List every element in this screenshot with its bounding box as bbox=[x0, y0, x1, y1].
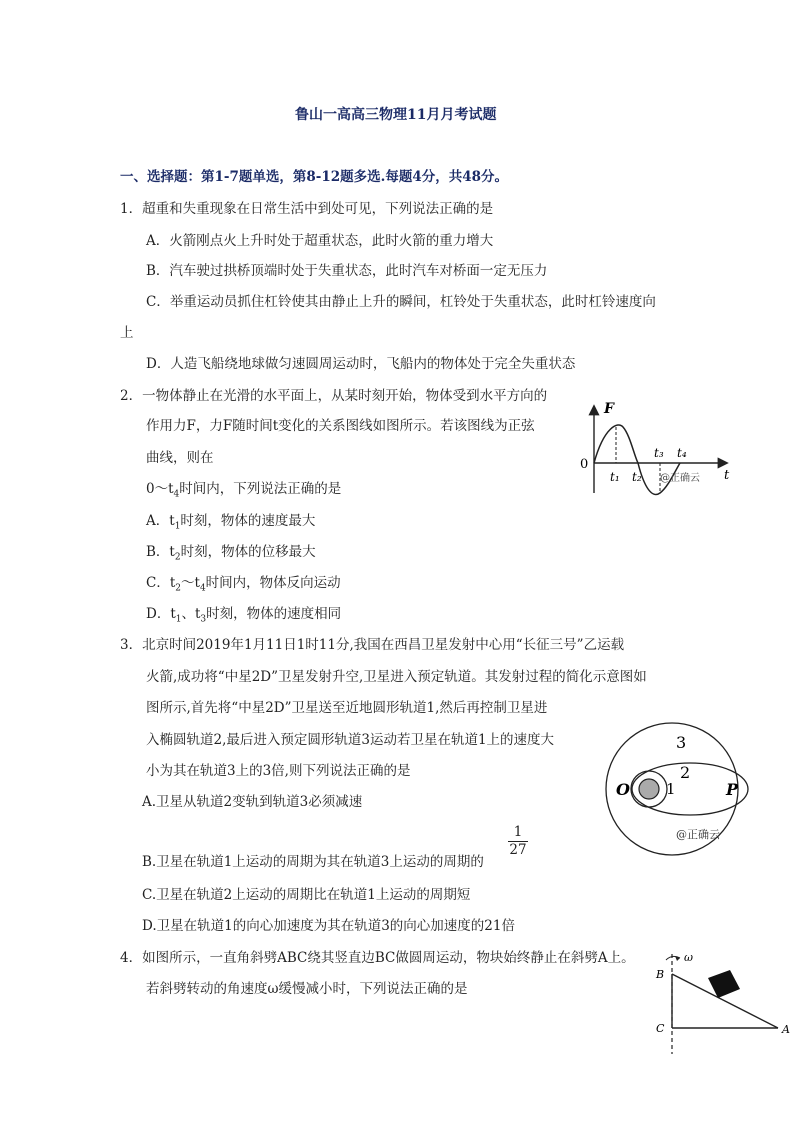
t2-label: t₂ bbox=[632, 470, 642, 484]
option-c: C．举重运动员抓住杠铃使其由静止上升的瞬间，杠铃处于失重状态，此时杠铃速度向 bbox=[146, 294, 656, 310]
option-d: D.卫星在轨道1的向心加速度为其在轨道3的向心加速度的21倍 bbox=[142, 918, 515, 934]
omega-label: ω bbox=[684, 951, 693, 964]
section-heading: 一、选择题：第1-7题单选，第8-12题多选.每题4分，共48分。 bbox=[120, 169, 509, 185]
question-stem-line: 小为其在轨道3上的3倍,则下列说法正确的是 bbox=[146, 763, 411, 779]
option-b: B．$t_2$时刻，物体的位移最大 bbox=[146, 544, 316, 563]
question-stem-line: 曲线，则在 bbox=[146, 450, 214, 466]
question-stem-line: 入椭圆轨道2,最后进入预定圆形轨道3运动若卫星在轨道1上的速度大 bbox=[146, 732, 555, 748]
t3-label: t₃ bbox=[654, 446, 664, 460]
question-stem: 2．一物体静止在光滑的水平面上，从某时刻开始，物体受到水平方向的 bbox=[120, 388, 548, 404]
f-axis-label: F bbox=[604, 401, 614, 417]
fraction bbox=[508, 824, 528, 858]
option-a: A.卫星从轨道2变轨到轨道3必须减速 bbox=[142, 794, 363, 810]
watermark: @正确云 bbox=[676, 828, 720, 841]
orbit-2-label: 2 bbox=[680, 763, 691, 782]
option-b: B.卫星在轨道1上运动的周期为其在轨道3上运动的周期的 bbox=[142, 854, 484, 870]
question-stem: 1．超重和失重现象在日常生活中到处可见，下列说法正确的是 bbox=[120, 201, 494, 217]
origin-label: 0 bbox=[580, 457, 589, 472]
option-c: C．$t_2\sim t_4$时间内，物体反向运动 bbox=[146, 575, 341, 594]
force-time-graph bbox=[576, 395, 736, 505]
question-stem-line: 若斜劈转动的角速度ω缓慢减小时，下列说法正确的是 bbox=[146, 981, 468, 997]
option-d: D．人造飞船绕地球做匀速圆周运动时，飞船内的物体处于完全失重状态 bbox=[146, 356, 576, 372]
option-a: A．火箭刚点火上升时处于超重状态，此时火箭的重力增大 bbox=[146, 233, 494, 249]
watermark: @正确云 bbox=[660, 473, 700, 484]
point-o-label: O bbox=[616, 780, 630, 799]
question-stem-line: 作用力F，力F随时间t变化的关系图线如图所示。若该图线为正弦 bbox=[146, 418, 535, 434]
t-axis-label: t bbox=[724, 468, 730, 483]
point-b-label: B bbox=[656, 968, 665, 981]
option-a: A．$t_1$时刻，物体的速度最大 bbox=[146, 513, 316, 532]
orbit-1-label: 1 bbox=[666, 780, 676, 798]
orbit-3-label: 3 bbox=[676, 733, 687, 752]
point-c-label: C bbox=[656, 1022, 665, 1035]
block bbox=[708, 970, 740, 998]
option-c: C.卫星在轨道2上运动的周期比在轨道1上运动的周期短 bbox=[142, 887, 471, 903]
earth bbox=[639, 779, 659, 799]
t4-label: t₄ bbox=[677, 446, 687, 460]
question-stem-line: 图所示,首先将“中星2D”卫星送至近地圆形轨道1,然后再控制卫星进 bbox=[146, 700, 548, 716]
option-c-continued: 上 bbox=[120, 325, 134, 341]
option-b: B．汽车驶过拱桥顶端时处于失重状态，此时汽车对桥面一定无压力 bbox=[146, 263, 548, 279]
point-p-label: P bbox=[726, 780, 739, 799]
wedge-diagram bbox=[650, 948, 794, 1058]
question-stem: 4．如图所示，一直角斜劈ABC绕其竖直边BC做圆周运动，物块始终静止在斜劈A上。 bbox=[120, 950, 635, 966]
orbit-diagram bbox=[596, 720, 756, 860]
question-stem-line: $0\sim t_4$时间内，下列说法正确的是 bbox=[146, 481, 342, 500]
fraction-numerator: 1 bbox=[513, 824, 523, 840]
page-title: 鲁山一高高三物理11月月考试题 bbox=[295, 107, 497, 123]
question-stem: 3．北京时间2019年1月11日1时11分,我国在西昌卫星发射中心用“长征三号”乙运载 bbox=[120, 637, 625, 653]
option-d: D．$t_1$、$t_3$时刻，物体的速度相同 bbox=[146, 606, 342, 625]
question-stem-line: 火箭,成功将“中星2D”卫星发射升空,卫星进入预定轨道。其发射过程的简化示意图如 bbox=[146, 669, 647, 685]
point-a-label: A bbox=[782, 1023, 790, 1036]
fraction-denominator: 27 bbox=[509, 842, 527, 858]
t1-label: t₁ bbox=[610, 470, 620, 484]
